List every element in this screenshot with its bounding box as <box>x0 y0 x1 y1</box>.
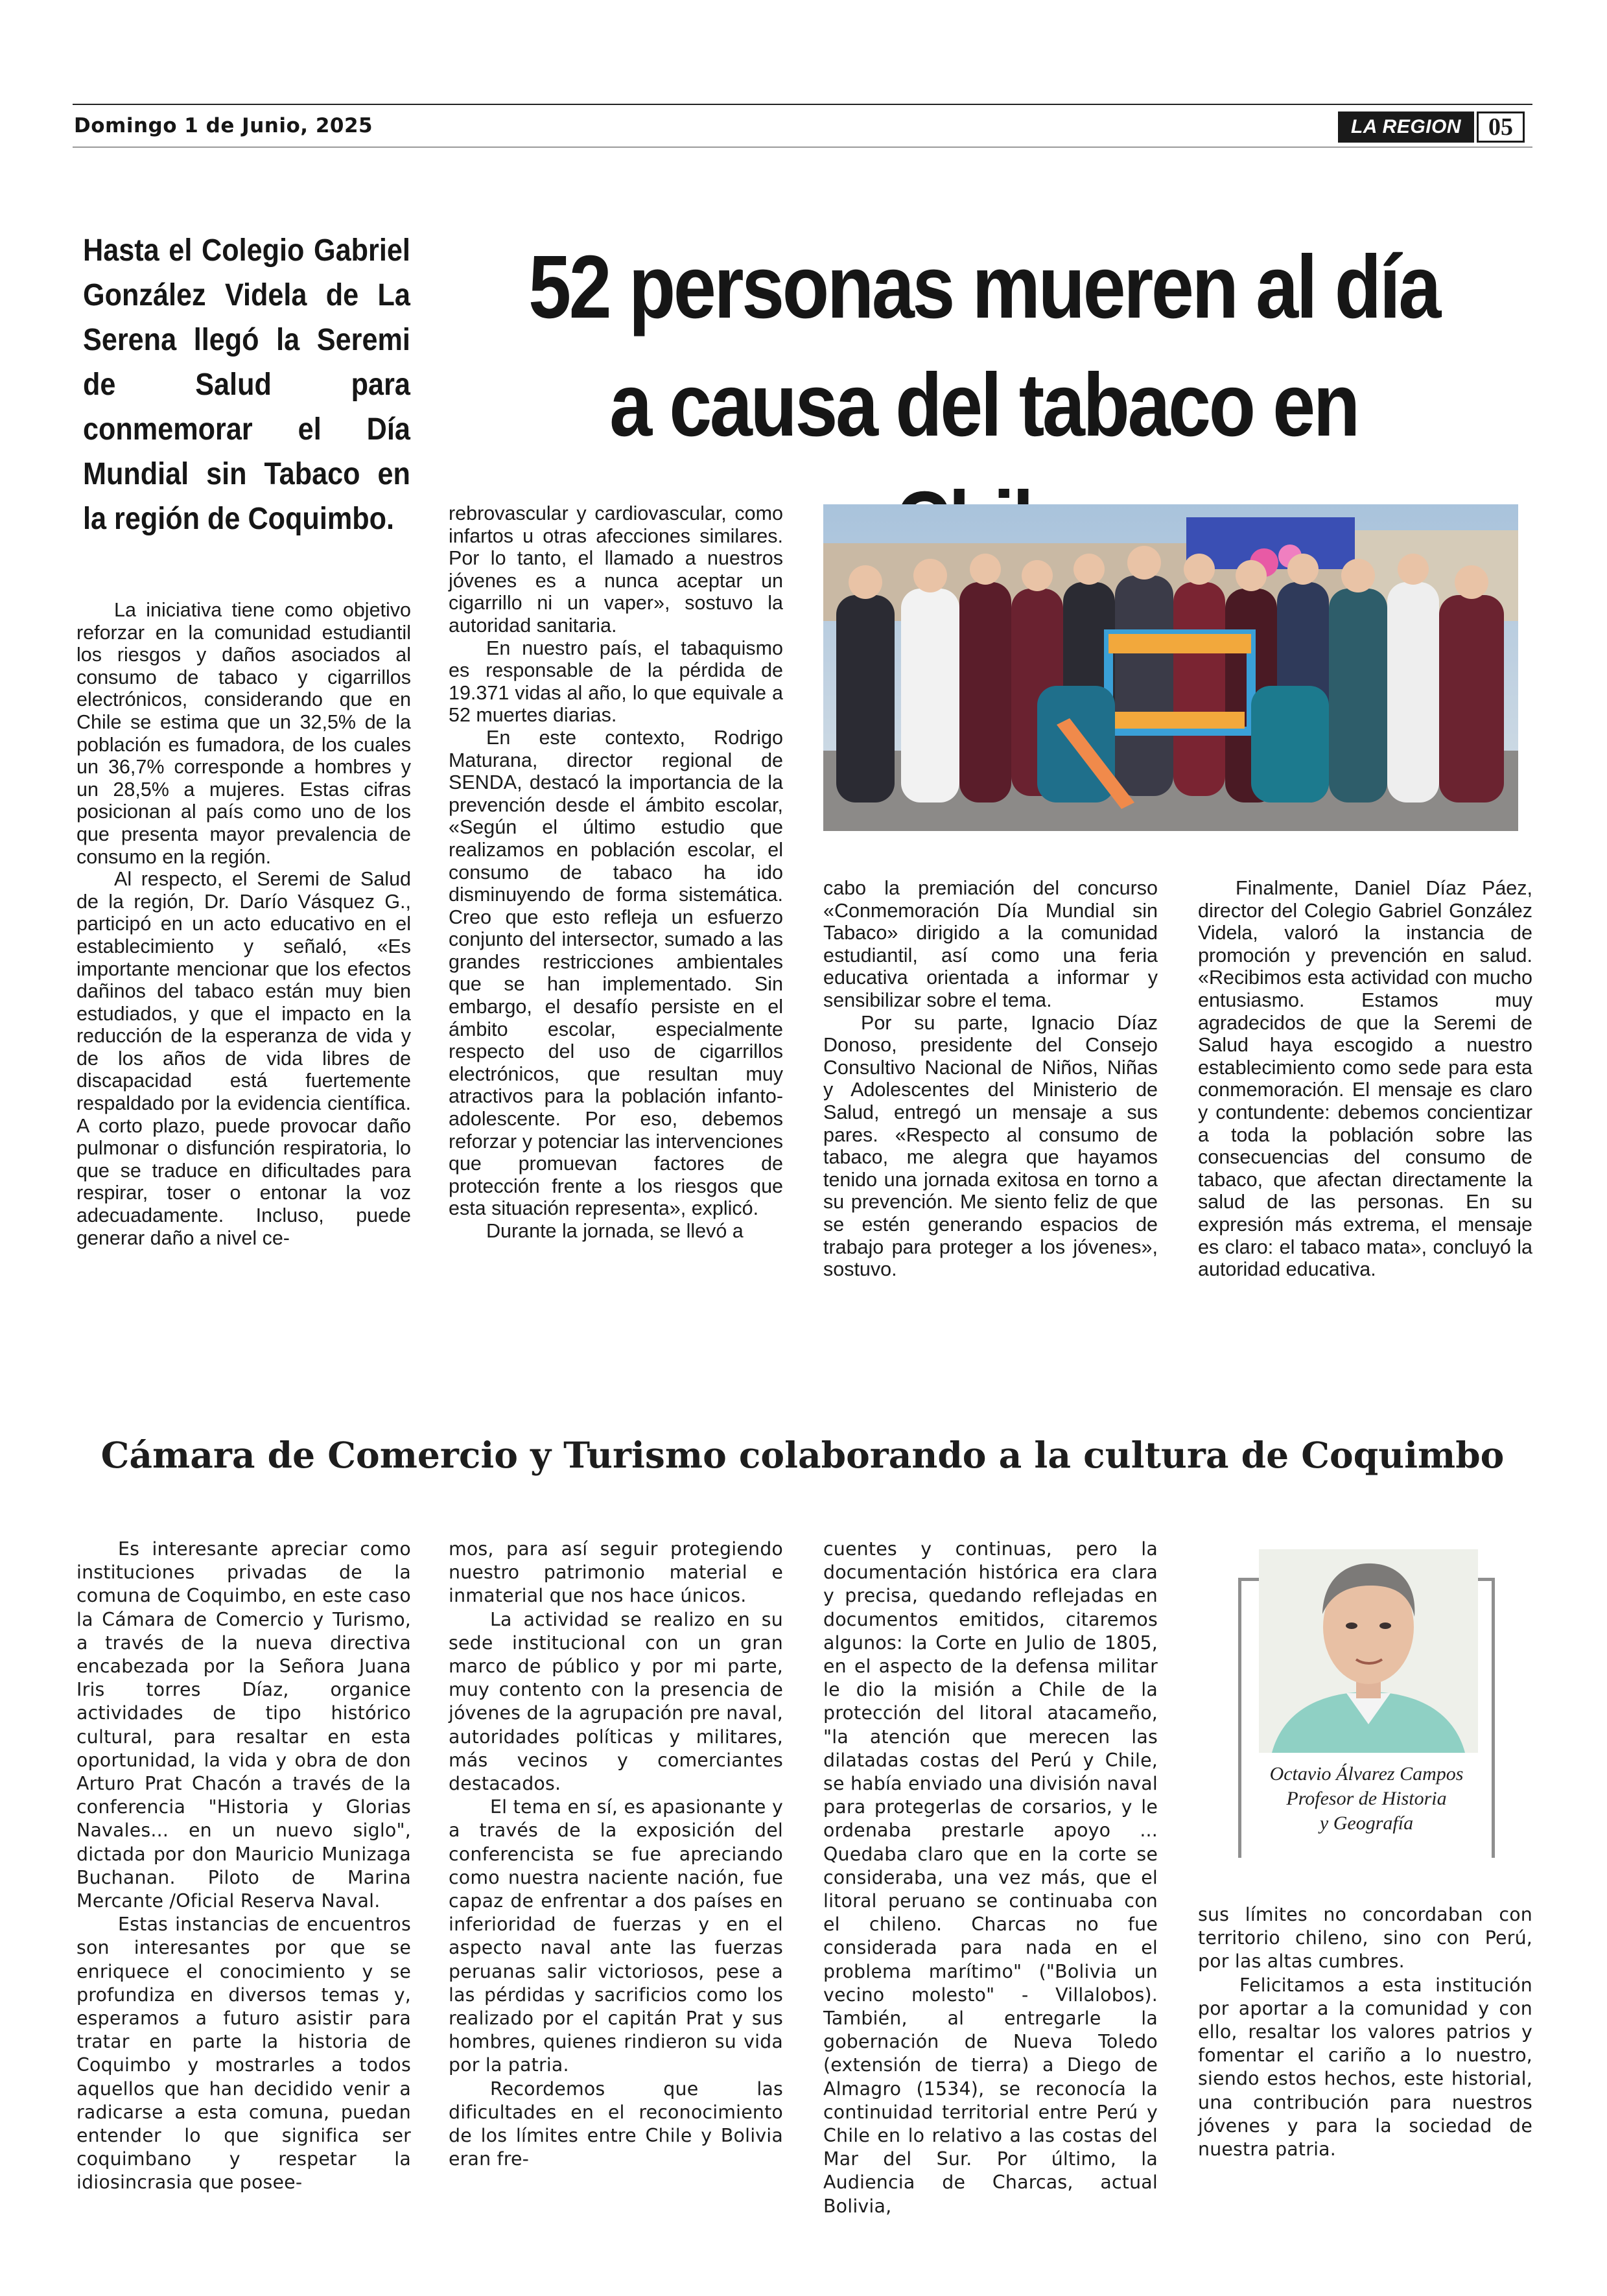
header-bottom-rule <box>73 146 1532 148</box>
paragraph: Finalmente, Daniel Díaz Páez, director del Colegio Gabriel González Videla, valoró la instancia de promoción y prevención en salud. «Recibimos esta actividad con mucho entusiasmo. Estamos muy agradecidos de que la Seremi de Salud haya escogido a nuestro establecimiento como sede para esta conmemoración. El mensaje es claro y contundente: debemos concientizar a toda la población sobre las consecuencias del consumo de tabaco, que afectan directamente la salud de las personas. En su expresión más extrema, el mensaje es claro: el tabaco mata», concluyó la autoridad educativa. <box>1198 877 1532 1281</box>
header-top-rule <box>73 104 1532 105</box>
article2-column-4 <box>1198 1903 1532 2161</box>
paragraph: cabo la premiación del concurso «Conmemoración Día Mundial sin Tabaco» dirigido a la comunidad estudiantil, así como una feria educativa orientada a informar y sensibilizar sobre el tema. <box>823 877 1158 1011</box>
article-kicker: Hasta el Colegio Gabriel González Videla de La Serena llegó la Seremi de Salud para conmemorar el Día Mundial sin Tabaco en la región de Coquimbo. <box>83 233 410 536</box>
author-portrait-illustration <box>1259 1549 1478 1753</box>
paragraph: Es interesante apreciar como instituciones privadas de la comuna de Coquimbo, en este caso la Cámara de Comercio y Turismo, a través de la nueva directiva encabezada por la Señora Juana Iris torres Díaz, organice actividades de tipo histórico cultural, para resaltar en esta oportunidad, la vida y obra de don Arturo Prat Chacón a través de la conferencia "Historia y Glorias Navales... en un nuevo siglo", dictada por don Mauricio Munizaga Buchanan. Piloto de Marina Mercante /Oficial Reserva Naval. <box>76 1538 411 1912</box>
paragraph: Durante la jornada, se llevó a <box>486 1220 744 1242</box>
article1-column-3 <box>823 877 1158 1281</box>
paragraph: Estas instancias de encuentros son interesantes por que se enriquece el conocimiento y se profundiza en diversos temas y, esperamos a futuro asistir para tratar en parte la historia de Coquimbo y mostrarles a todos aquellos que han decidido venir a radicarse a esta comuna, puedan entender lo que significa ser coquimbano y respetar la idiosincrasia que posee- <box>76 1914 411 2194</box>
author-role: Profesor de Historia <box>1286 1788 1447 1809</box>
article2-column-1 <box>76 1538 411 2195</box>
paragraph: Al respecto, el Seremi de Salud de la región, Dr. Darío Vásquez G., participó en un acto educativo en el establecimiento y señaló, «Es importante mencionar que los efectos dañinos del tabaco están muy bien estudiados, y que el impacto en la reducción de la esperanza de vida y de los años de vida libres de discapacidad está fuertemente respaldado por la evidencia científica. A corto plazo, puede provocar daño pulmonar o disfunción respiratoria, lo que se traduce en dificultades para respirar, toser o entonar la voz adecuadamente. Incluso, puede generar daño a nivel ce- <box>76 868 411 1249</box>
author-caption <box>1245 1762 1488 1836</box>
author-role-2: y Geografía <box>1319 1812 1414 1834</box>
paragraph: cuentes y continuas, pero la documentación histórica era clara y precisa, quedando reflejadas en documentos emitidos, citaremos algunos: la Corte en Julio de 1805, en el aspecto de la defensa militar le dio la misión a Chile de la protección del litoral atacameño, "la atención que merecen las dilatadas costas del Perú y Chile, se había enviado una división naval para protegerlas de corsarios, y le ordenaba prestarle apoyo ... Quedaba claro que en la corte se consideraba, una vez más, que el litoral peruano se continuaba con el chileno. Charcas no fue considerada para nada en el problema marítimo" ("Bolivia un vecino molesto" - Villalobos). También, al entregarle la gobernación de Nueva Toledo (extensión de tierra) a Diego de Almagro (1534), se reconocía la continuidad territorial entre Perú y Chile en lo relativo a las costas del Mar del Sur. Por último, la Audiencia de Charcas, actual Bolivia, <box>823 1538 1158 2217</box>
paragraph: Felicitamos a esta institución por aportar a la comunidad y con ello, resaltar los valores patrios y fomentar el cariño a lo nuestro, siendo estos hechos, este historial, una contribución para nuestros jóvenes y para la sociedad de nuestra patria. <box>1198 1974 1532 2161</box>
paragraph: En nuestro país, el tabaquismo es responsable de la pérdida de 19.371 vidas al año, lo que equivale a 52 muertes diarias. <box>449 637 783 727</box>
paragraph: Recordemos que las dificultades en el reconocimiento de los límites entre Chile y Bolivia eran fre- <box>449 2078 783 2170</box>
article1-column-2 <box>449 502 783 1243</box>
paragraph: La iniciativa tiene como objetivo reforzar en la comunidad estudiantil los riesgos y daños asociados al consumo de tabaco y cigarrillos electrónicos, considerando que en Chile se estima que un 32,5% de la población es fumadora, de los cuales un 36,7% corresponde a hombres y un 28,5% a mujeres. Estas cifras posicionan al país como uno de los que presenta mayor prevalencia de consumo en la región. <box>76 599 411 868</box>
article1-column-4 <box>1198 877 1532 1281</box>
article-headline: 52 personas mueren al día a causa del tabaco en <box>528 237 1439 455</box>
paragraph: La actividad se realizo en su sede institucional con un gran marco de público y por mi parte, muy contento con la presencia de jóvenes de la agrupación pre naval, autoridades políticas y militares, más vecinos y comerciantes destacados. <box>449 1608 783 1795</box>
page-number: 05 <box>1477 111 1525 143</box>
article2-column-2 <box>449 1538 783 2171</box>
article2-title: Cámara de Comercio y Turismo colaborando a la cultura de Coquimbo <box>100 1434 1505 1476</box>
paragraph: Por su parte, Ignacio Díaz Donoso, presidente del Consejo Consultivo Nacional de Niños, Niñas y Adolescentes del Ministerio de Salud, entregó un mensaje a sus pares. «Respecto al consumo de tabaco, me alegra que hayamos tenido una jornada exitosa en torno a su prevención. Me siento feliz de que se estén generando espacios de trabajo para proteger a los jóvenes», sostuvo. <box>823 1011 1158 1281</box>
issue-date: Domingo 1 de Junio, 2025 <box>74 114 373 137</box>
group-photo-illustration <box>823 504 1518 831</box>
author-name: Octavio Álvarez Campos <box>1269 1763 1464 1785</box>
paragraph: En este contexto, Rodrigo Maturana, director regional de SENDA, destacó la importancia de la prevención desde el ámbito escolar, «Según el último estudio que realizamos en población escolar, el consumo de tabaco ha ido disminuyendo de forma sistemática. Creo que esto refleja un esfuerzo conjunto del intersector, sumado a las grandes restricciones ambientales que se han implementado. Sin embargo, el desafío persiste en el ámbito escolar, especialmente respecto del uso de cigarrillos electrónicos, que resultan muy atractivos para la población infanto-adolescente. Por eso, debemos reforzar y potenciar las intervenciones que promuevan factores de protección frente a los riesgos que esta situación representa», explicó. <box>449 726 783 1220</box>
event-photo <box>823 504 1518 831</box>
paragraph: mos, para así seguir protegiendo nuestro patrimonio material e inmaterial que nos hace únicos. <box>449 1538 783 1607</box>
paragraph: El tema en sí, es apasionante y a través de la exposición del conferencista se fue apreciando como nuestra naciente nación, fue capaz de enfrentar a dos países en inferioridad de fuerzas y en el aspecto naval ante las fuerzas peruanas salir victoriosos, pese a las pérdidas y sacrificios como los realizado por el capitán Prat y sus hombres, quienes rindieron su vida por la patria. <box>449 1796 783 2076</box>
article1-column-1 <box>76 599 411 1249</box>
newspaper-brand: LA REGION <box>1338 111 1474 143</box>
paragraph: rebrovascular y cardiovascular, como infartos u otras afecciones similares. Por lo tanto, el llamado a nuestros jóvenes es a nunca aceptar un cigarrillo ni un vaper», sostuvo la autoridad sanitaria. <box>449 502 783 637</box>
author-portrait <box>1259 1549 1478 1753</box>
paragraph: sus límites no concordaban con territorio chileno, sino con Perú, por las altas cumbres. <box>1198 1904 1532 1973</box>
article2-column-3 <box>823 1538 1158 2218</box>
